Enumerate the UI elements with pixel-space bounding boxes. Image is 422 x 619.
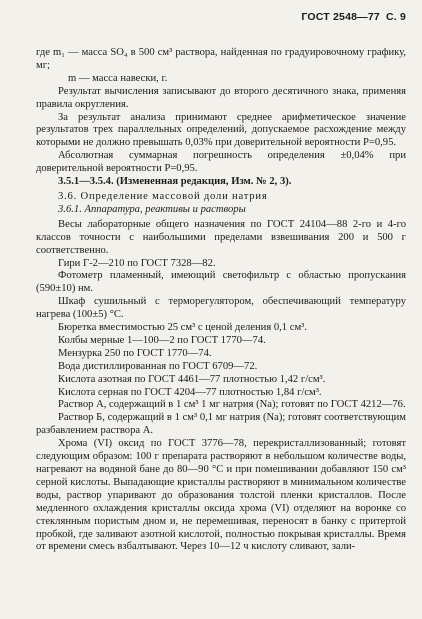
paragraph: Шкаф сушильный с терморегулятором, обеспечивающий температуру нагрева (100±5) °С. (36, 296, 406, 321)
paragraph: Гири Г-2—210 по ГОСТ 7328—82. (58, 257, 216, 269)
paragraph: Фотометр пламенный, имеющий светофильтр с областью пропускания (590±10) нм. (36, 270, 406, 295)
paragraph: где m₁ — масса SO₄ в 500 см³ раствора, найденная по градуировочному графику, мг; (36, 47, 406, 71)
paragraph: 3.6.1. Аппаратура, реактивы и растворы (58, 203, 246, 215)
paragraph: Весы лабораторные общего назначения по ГОСТ 24104—88 2-го и 4-го классов точности с наибольшими пределами взвешивания 200 и 500 г соответственно. (36, 218, 406, 256)
paragraph: m — масса навески, г. (68, 72, 168, 84)
paragraph: Раствор Б, содержащий в 1 см³ 0,1 мг натрия (Na); готовят соответствующим разбавлением раствора А. (36, 412, 406, 437)
paragraph: 3.5.1—3.5.4. (Измененная редакция, Изм. № 2, 3). (58, 176, 292, 188)
paragraph: Мензурка 250 по ГОСТ 1770—74. (58, 347, 212, 359)
paragraph: Раствор А, содержащий в 1 см³ 1 мг натрия (Na); готовят по ГОСТ 4212—76. (58, 399, 406, 411)
document-body (36, 47, 406, 554)
paragraph: Вода дистиллированная по ГОСТ 6709—72. (58, 360, 258, 372)
paragraph: Результат вычисления записывают до второго десятичного знака, применяя правила округления. (36, 85, 406, 110)
paragraph: Кислота серная по ГОСТ 4204—77 плотностью 1,84 г/см³. (58, 386, 322, 398)
paragraph: За результат анализа принимают среднее арифметическое значение результатов трех параллельных определений, допускаемое расхождение между которыми не должно превышать 0,03% при доверительной вероятности P=0,95. (36, 111, 406, 149)
paragraph: Колбы мерные 1—100—2 по ГОСТ 1770—74. (58, 334, 266, 346)
paragraph: Кислота азотная по ГОСТ 4461—77 плотностью 1,42 г/см³. (58, 373, 326, 385)
paragraph: 3.6. Определение массовой доли натрия (58, 190, 268, 202)
standard-number: ГОСТ 2548—77 (301, 11, 380, 23)
paragraph: Хрома (VI) оксид по ГОСТ 3776—78, перекристаллизованный; готовят следующим образом: 100 г препарата растворяют в небольшом количестве воды, нагревают на водяной бане до 80—90 °С и при помешивании добавляют 150 см³ серной кислоты. Выпадающие кристаллы растворяют в минимальном количестве воды, раствор упаривают до образования толстой пленки кристаллов. После медленного охлаждения кристаллы оксида хрома (VI) отделяют на воронке со стеклянным пористым дном и, не перемешивая, переносят в банку с притертой пробкой, где заливают азотной кислотой, полностью покрывая кристаллы. Время от времени смесь взбалтывают. Через 10—12 ч кислоту сливают, зали- (36, 438, 406, 553)
page-header (301, 11, 406, 23)
page-number: С. 9 (385, 11, 406, 23)
paragraph: Абсолютная суммарная погрешность определения ±0,04% при доверительной вероятности P=0,95. (36, 150, 406, 175)
paragraph: Бюретка вместимостью 25 см³ с ценой деления 0,1 см³. (58, 322, 307, 334)
